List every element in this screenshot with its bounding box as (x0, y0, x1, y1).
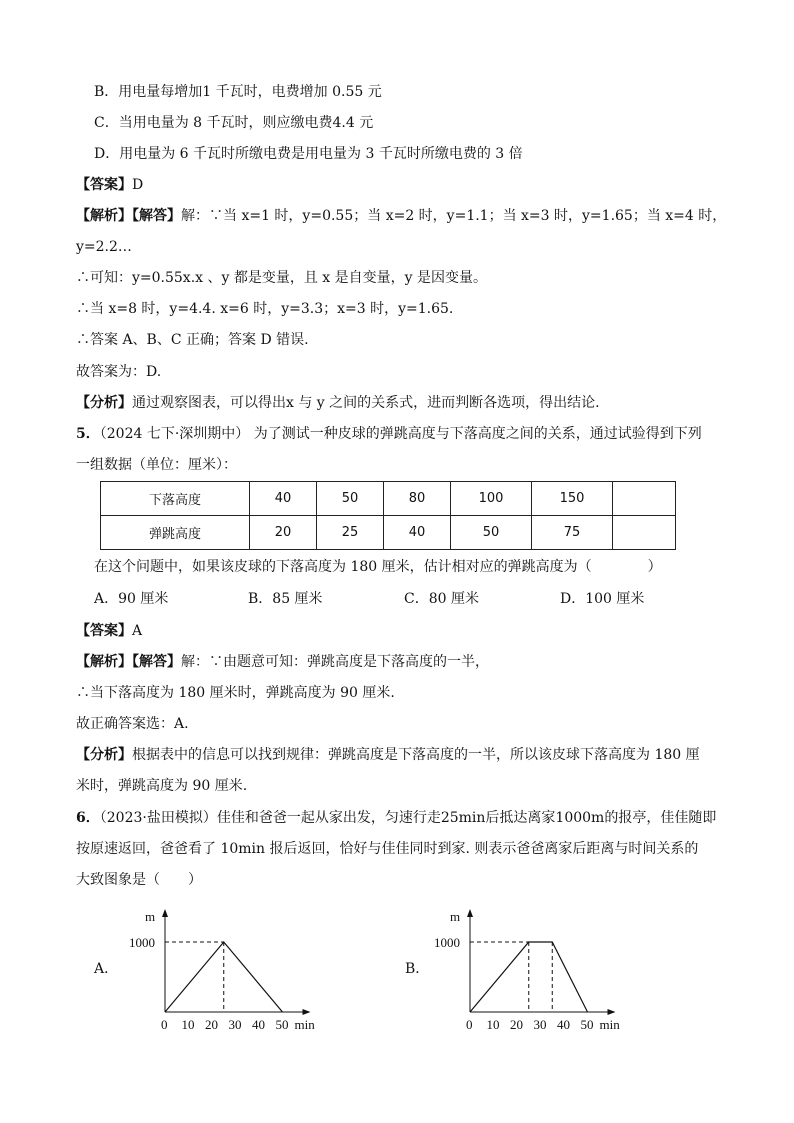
table-row (101, 516, 676, 550)
y-axis-arrow (467, 909, 473, 917)
graph-b (425, 905, 635, 1030)
table-cell: 100 (451, 482, 532, 516)
explanation-2-line-3: 故正确答案选：A. (76, 716, 189, 732)
answer-tag: 【答案】 (76, 623, 132, 639)
x-axis-arrow (608, 1009, 616, 1015)
question-6-stem-line-1 (76, 808, 716, 828)
x-tick-label: 40 (252, 1017, 265, 1030)
y-axis-arrow (162, 909, 168, 917)
option-a: A．90 厘米 (94, 591, 169, 607)
explanation-text: 解：∵当 x=1 时，y=0.55；当 x=2 时，y=1.1；当 x=3 时，y=1.65；当 x=4 时， (181, 208, 727, 224)
x-tick-label: 0 (466, 1017, 473, 1030)
x-axis-unit: min (294, 1017, 315, 1030)
table-cell: 75 (532, 516, 613, 550)
explanation-tag: 【解析】【解答】 (76, 208, 181, 224)
option-d-line: D．用电量为 6 千瓦时所缴电费是用电量为 3 千瓦时所缴电费的 3 倍 (94, 146, 523, 162)
question-5-stem-line-2: 一组数据（单位：厘米）： (76, 457, 237, 473)
x-tick-label: 50 (580, 1017, 594, 1030)
option-c: C．80 厘米 (404, 591, 479, 607)
option-d: D．100 厘米 (560, 591, 645, 607)
explanation-2-line-1 (76, 652, 489, 672)
graph-b-label: B． (405, 961, 430, 977)
table-cell: 40 (384, 516, 451, 550)
explanation-text: 解：∵由题意可知：弹跳高度是下落高度的一半， (181, 654, 489, 670)
analysis-2-line-1 (76, 745, 700, 765)
table-cell: 25 (317, 516, 384, 550)
question-number: 5． (76, 426, 100, 442)
drop-bounce-table (100, 481, 676, 550)
x-tick-label: 10 (486, 1017, 500, 1030)
question-6-stem-line-2: 按原速返回，爸爸看了 10min 报后返回，恰好与佳佳同时到家. 则表示爸爸离家后距离与时间关系的 (76, 841, 699, 857)
x-tick-label: 50 (275, 1017, 289, 1030)
analysis-2-line-2: 米时，弹跳高度为 90 厘米. (76, 778, 248, 794)
analysis-tag: 【分析】 (76, 747, 132, 763)
explanation-1-line-2: y=2.2… (76, 239, 132, 255)
x-axis-arrow (303, 1009, 311, 1015)
option-b: B．85 厘米 (248, 591, 323, 607)
x-tick-label: 40 (557, 1017, 570, 1030)
table-cell: 80 (384, 482, 451, 516)
x-tick-label: 20 (510, 1017, 523, 1030)
option-c-line: C．当用电量为 8 千瓦时，则应缴电费4.4 元 (94, 115, 374, 131)
explanation-1-line-1 (76, 206, 726, 226)
table-cell (613, 482, 676, 516)
table-cell: 20 (250, 516, 317, 550)
x-tick-label: 10 (181, 1017, 195, 1030)
x-tick-label: 30 (533, 1017, 547, 1030)
table-cell: 弹跳高度 (101, 516, 250, 550)
analysis-text: 通过观察图表，可以得出x 与 y 之间的关系式，进而判断各选项，得出结论. (132, 395, 600, 411)
table-cell: 50 (317, 482, 384, 516)
x-tick-label: 0 (161, 1017, 168, 1030)
analysis-tag: 【分析】 (76, 395, 132, 411)
explanation-1-line-6: 故答案为：D. (76, 364, 162, 380)
x-tick-label: 20 (205, 1017, 218, 1030)
table-cell: 下落高度 (101, 482, 250, 516)
graph-a-label: A． (94, 961, 119, 977)
y-tick-label: 1000 (434, 935, 460, 950)
explanation-tag: 【解析】【解答】 (76, 654, 181, 670)
explanation-1-line-5: ∴答案 A、B、C 正确；答案 D 错误. (76, 332, 309, 348)
table-cell (613, 516, 676, 550)
question-number: 6． (76, 810, 100, 826)
x-tick-label: 30 (228, 1017, 242, 1030)
answer-value: A (132, 623, 143, 639)
x-axis-unit: min (599, 1017, 620, 1030)
question-6-stem-line-3: 大致图象是（ ） (76, 872, 202, 888)
answer-tag: 【答案】 (76, 177, 132, 193)
table-cell: 150 (532, 482, 613, 516)
answer-value: D (132, 177, 144, 193)
question-5-stem-line-1 (76, 424, 702, 444)
question-text: （2024 七下·深圳期中） 为了测试一种皮球的弹跳高度与下落高度之间的关系，通过试验得到下列 (99, 426, 702, 442)
explanation-1-line-3: ∴可知：y=0.55x.x 、y 都是变量，且 x 是自变量，y 是因变量。 (76, 270, 488, 286)
answer-1 (76, 175, 143, 195)
analysis-text: 根据表中的信息可以找到规律：弹跳高度是下落高度的一半，所以该皮球下落高度为 180 厘 (132, 747, 700, 763)
y-axis-unit: m (450, 909, 461, 924)
question-text: （2023·盐田模拟）佳佳和爸爸一起从家出发，匀速行走25min后抵达离家1000m的报亭，佳佳随即 (99, 810, 717, 826)
graph-a (120, 905, 330, 1030)
y-axis-unit: m (145, 909, 156, 924)
y-tick-label: 1000 (129, 935, 155, 950)
answer-2 (76, 621, 142, 641)
explanation-2-line-2: ∴当下落高度为 180 厘米时，弹跳高度为 90 厘米. (76, 685, 395, 701)
question-5-stem-line-3: 在这个问题中，如果该皮球的下落高度为 180 厘米，估计相对应的弹跳高度为（ ） (94, 559, 662, 575)
table-cell: 40 (250, 482, 317, 516)
explanation-1-line-4: ∴当 x=8 时，y=4.4. x=6 时，y=3.3；x=3 时，y=1.65. (76, 301, 454, 317)
table-row (101, 482, 676, 516)
analysis-1 (76, 393, 600, 413)
table-cell: 50 (451, 516, 532, 550)
option-b-line: B．用电量每增加1 千瓦时，电费增加 0.55 元 (94, 84, 382, 100)
